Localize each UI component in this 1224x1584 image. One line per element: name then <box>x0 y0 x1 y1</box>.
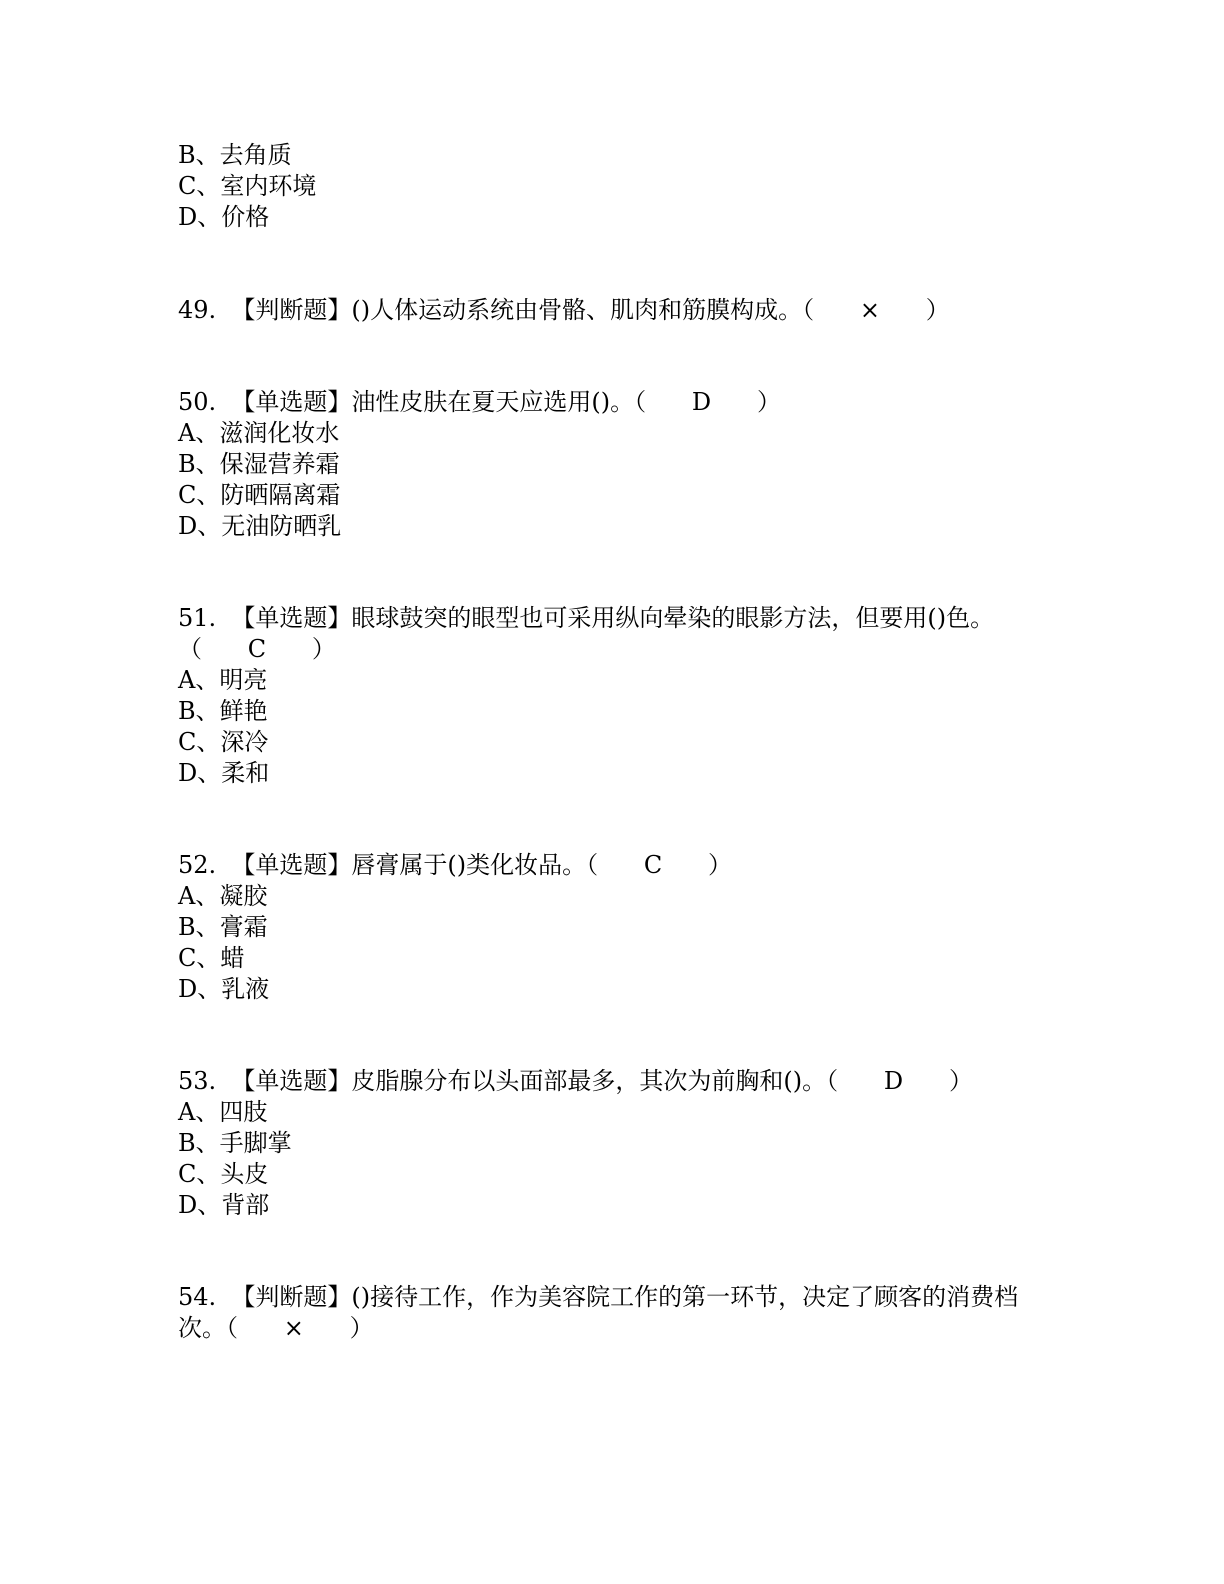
question-52-stem: 52. 【单选题】唇膏属于()类化妆品。（ C ） <box>178 851 733 879</box>
option-d: D、价格 <box>178 203 270 231</box>
question-50-option-d: D、无油防晒乳 <box>178 512 342 540</box>
option-b: B、去角质 <box>178 141 292 169</box>
question-53-option-b: B、手脚掌 <box>178 1129 292 1157</box>
question-51-option-b: B、鲜艳 <box>178 697 268 725</box>
question-54-stem-cont: 次。（ × ） <box>178 1314 374 1342</box>
question-51-option-d: D、柔和 <box>178 759 270 787</box>
question-51-stem: 51. 【单选题】眼球鼓突的眼型也可采用纵向晕染的眼影方法，但要用()色。 <box>178 604 995 632</box>
option-c: C、室内环境 <box>178 172 317 200</box>
question-53-stem: 53. 【单选题】皮脂腺分布以头面部最多，其次为前胸和()。（ D ） <box>178 1067 973 1095</box>
question-51-answer: （ C ） <box>178 635 336 663</box>
question-51-option-a: A、明亮 <box>178 666 268 694</box>
question-50-option-c: C、防晒隔离霜 <box>178 481 341 509</box>
question-54-stem: 54. 【判断题】()接待工作，作为美容院工作的第一环节，决定了顾客的消费档 <box>178 1283 1019 1311</box>
question-52-option-b: B、膏霜 <box>178 913 268 941</box>
question-49-stem: 49. 【判断题】()人体运动系统由骨骼、肌肉和筋膜构成。（ × ） <box>178 296 950 324</box>
question-53-option-c: C、头皮 <box>178 1160 269 1188</box>
question-52-option-c: C、蜡 <box>178 944 245 972</box>
question-51-option-c: C、深冷 <box>178 728 269 756</box>
question-52-option-d: D、乳液 <box>178 975 270 1003</box>
question-53-option-a: A、四肢 <box>178 1098 268 1126</box>
question-50-stem: 50. 【单选题】油性皮肤在夏天应选用()。（ D ） <box>178 388 781 416</box>
question-53-option-d: D、背部 <box>178 1191 270 1219</box>
question-50-option-b: B、保湿营养霜 <box>178 450 340 478</box>
question-50-option-a: A、滋润化妆水 <box>178 419 340 447</box>
question-52-option-a: A、凝胶 <box>178 882 268 910</box>
